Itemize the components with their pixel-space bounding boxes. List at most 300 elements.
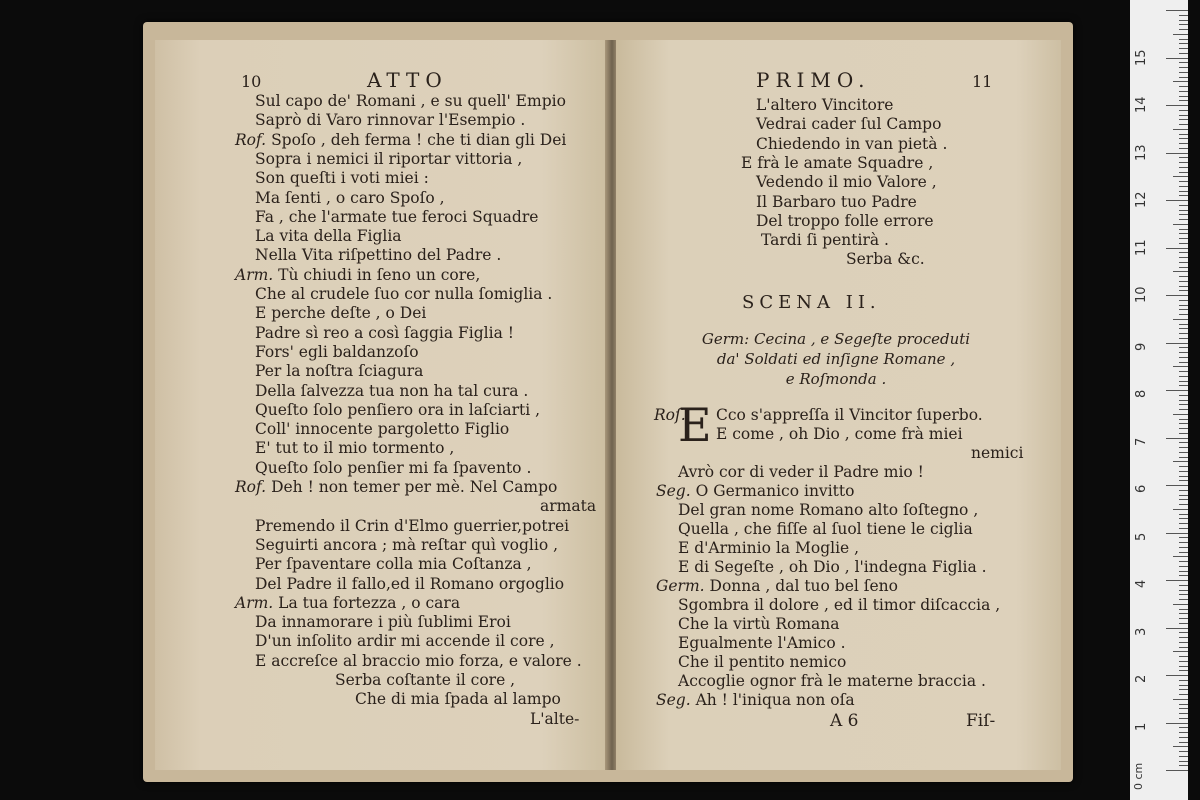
ruler-tick	[1179, 575, 1188, 576]
ruler-tick	[1179, 632, 1188, 633]
ruler-tick	[1179, 585, 1188, 586]
verse-line: Serba &c.	[846, 250, 925, 269]
dialogue-text: Che la virtù Romana	[678, 615, 840, 633]
dialogue-line	[971, 444, 1023, 462]
verse-text: Da innamorare i più ſublimi Eroi	[255, 613, 511, 632]
ruler-tick	[1179, 210, 1188, 211]
ruler-tick	[1179, 385, 1188, 386]
verse-line	[255, 382, 528, 400]
ruler-tick	[1179, 48, 1188, 49]
ruler-tick	[1179, 523, 1188, 524]
verse-text: Padre sì reo a così ſaggia Figlia !	[255, 323, 514, 342]
ruler-tick	[1179, 457, 1188, 458]
dialogue-text: O Germanico invitto	[695, 482, 855, 500]
dialogue-line	[678, 653, 846, 671]
ruler-tick	[1166, 628, 1188, 629]
speaker-label: Rof.	[235, 478, 267, 496]
ruler-tick	[1179, 376, 1188, 377]
verse-line	[255, 536, 558, 554]
dialogue-line	[654, 406, 983, 424]
ruler-number: 8	[1134, 389, 1149, 398]
ruler-tick	[1173, 746, 1188, 747]
ruler-tick	[1179, 276, 1188, 277]
verse-line	[255, 575, 564, 593]
ruler-tick	[1179, 433, 1188, 434]
ruler-tick	[1166, 438, 1188, 439]
dialogue-text: nemici	[971, 444, 1024, 462]
ruler-tick	[1179, 404, 1188, 405]
ruler-tick	[1166, 485, 1188, 486]
speaker-label: Seg.	[656, 691, 691, 709]
ruler-tick	[1179, 205, 1188, 206]
ruler-tick	[1179, 537, 1188, 538]
verse-line	[355, 690, 561, 708]
verse-text: La tua fortezza , o cara	[278, 593, 461, 612]
ruler-tick	[1179, 594, 1188, 595]
ruler-tick	[1179, 53, 1188, 54]
verse-line	[255, 92, 566, 110]
ruler-tick	[1179, 352, 1188, 353]
ruler-tick	[1179, 613, 1188, 614]
verse-text: Seguirti ancora ; mà reſtar quì voglio ,	[255, 535, 559, 554]
ruler-tick	[1179, 157, 1188, 158]
ruler-number: 2	[1134, 674, 1149, 683]
running-head-right: PRIMO.	[756, 68, 871, 92]
speaker-label: Rof.	[235, 130, 267, 149]
verse-line	[255, 652, 582, 670]
ruler-tick	[1173, 651, 1188, 652]
ruler-tick	[1179, 656, 1188, 657]
dialogue-line	[678, 463, 924, 481]
verse-text: L'alte-	[530, 709, 580, 728]
ruler-tick	[1179, 214, 1188, 215]
ruler-tick	[1179, 86, 1188, 87]
ruler-tick	[1179, 371, 1188, 372]
ruler-tick	[1179, 661, 1188, 662]
ruler-tick	[1179, 642, 1188, 643]
ruler-tick	[1179, 286, 1188, 287]
verse-text: La vita della Figlia	[255, 227, 402, 246]
ruler-tick	[1179, 647, 1188, 648]
ruler-tick	[1179, 24, 1188, 25]
ruler-tick	[1179, 756, 1188, 757]
ruler-tick	[1166, 533, 1188, 534]
ruler-tick	[1179, 504, 1188, 505]
ruler-tick	[1179, 400, 1188, 401]
verse-text: Fors' egli baldanzoſo	[255, 342, 419, 361]
ruler-tick	[1179, 737, 1188, 738]
verse-text: Per ſpaventare colla mia Coſtanza ,	[255, 555, 532, 574]
verse-line	[235, 478, 557, 496]
dialogue-line	[678, 634, 846, 652]
dialogue-text: Cco s'appreſſa il Vincitor ſuperbo.	[716, 406, 983, 424]
ruler-tick	[1173, 366, 1188, 367]
ruler-tick	[1179, 314, 1188, 315]
verse-line: Vedrai cader ſul Campo	[756, 115, 942, 134]
ruler-tick	[1179, 552, 1188, 553]
ruler-tick	[1173, 81, 1188, 82]
ruler-tick	[1166, 723, 1188, 724]
ruler-tick	[1179, 229, 1188, 230]
ruler-tick	[1179, 134, 1188, 135]
ruler-tick	[1166, 675, 1188, 676]
verse-line	[255, 555, 532, 573]
ruler-tick	[1179, 518, 1188, 519]
ruler-tick	[1179, 480, 1188, 481]
verse-line: Tardi ſi pentirà .	[761, 231, 889, 250]
speaker-label: Seg.	[656, 482, 691, 500]
ruler-tick	[1179, 761, 1188, 762]
verse-line	[255, 343, 419, 361]
ruler-tick	[1179, 62, 1188, 63]
verse-text: Del Padre il fallo,ed il Romano orgoglio	[255, 574, 565, 593]
ruler-tick	[1173, 699, 1188, 700]
ruler-tick	[1179, 623, 1188, 624]
ruler-tick	[1179, 300, 1188, 301]
measurement-ruler	[1130, 0, 1188, 800]
dialogue-line	[716, 425, 963, 443]
ruler-tick	[1179, 72, 1188, 73]
ruler-number: 3	[1134, 627, 1149, 636]
ruler-number: 15	[1134, 48, 1149, 66]
verse-text: Della ſalvezza tua non ha tal cura .	[255, 381, 529, 400]
verse-line	[335, 671, 515, 689]
dialogue-line	[656, 691, 855, 709]
ruler-number: 7	[1134, 437, 1149, 446]
ruler-tick	[1166, 153, 1188, 154]
page-number-right: 11	[972, 72, 993, 91]
ruler-tick	[1179, 547, 1188, 548]
ruler-tick	[1179, 357, 1188, 358]
verse-text: Coll' innocente pargoletto Figlio	[255, 420, 510, 439]
ruler-tick	[1179, 689, 1188, 690]
dialogue-line	[678, 672, 986, 690]
verse-text: Saprò di Varo rinnovar l'Esempio .	[255, 111, 526, 130]
ruler-tick	[1179, 195, 1188, 196]
ruler-tick	[1179, 514, 1188, 515]
verse-text: Fa , che l'armate tue feroci Squadre	[255, 207, 539, 226]
ruler-tick	[1179, 713, 1188, 714]
ruler-tick	[1179, 347, 1188, 348]
speaker-label: Roſ.	[654, 406, 686, 424]
ruler-tick	[1179, 167, 1188, 168]
ruler-tick	[1179, 115, 1188, 116]
verse-line	[255, 169, 429, 187]
ruler-tick	[1179, 77, 1188, 78]
dialogue-line	[678, 596, 1000, 614]
verse-line	[255, 246, 501, 264]
ruler-tick	[1179, 67, 1188, 68]
verse-line	[255, 459, 531, 477]
ruler-tick	[1173, 224, 1188, 225]
verse-text: Che di mia ſpada al lampo	[355, 690, 561, 709]
ruler-tick	[1179, 91, 1188, 92]
ruler-tick	[1173, 319, 1188, 320]
ruler-tick	[1179, 566, 1188, 567]
dialogue-text: Sgombra il dolore , ed il timor diſcaccia ,	[678, 596, 1001, 614]
left-page	[155, 40, 610, 770]
ruler-tick	[1179, 542, 1188, 543]
dialogue-line	[656, 577, 898, 595]
ruler-tick	[1173, 271, 1188, 272]
ruler-tick	[1179, 238, 1188, 239]
ruler-tick	[1179, 191, 1188, 192]
ruler-tick	[1179, 528, 1188, 529]
verse-line	[235, 131, 566, 149]
ruler-tick	[1179, 219, 1188, 220]
ruler-tick	[1166, 580, 1188, 581]
verse-line	[255, 324, 514, 342]
ruler-tick	[1179, 732, 1188, 733]
signature-mark: A 6	[830, 711, 859, 731]
verse-text: Per la noſtra ſciagura	[255, 362, 424, 381]
ruler-tick	[1179, 694, 1188, 695]
ruler-tick	[1179, 708, 1188, 709]
verse-line: L'altero Vincitore	[756, 96, 894, 114]
ruler-number: 1	[1134, 722, 1149, 731]
ruler-tick	[1179, 704, 1188, 705]
verse-line: Il Barbaro tuo Padre	[756, 192, 917, 211]
ruler-tick	[1179, 409, 1188, 410]
dialogue-text: Accoglie ognor frà le materne braccia .	[678, 672, 986, 690]
ruler-tick	[1179, 571, 1188, 572]
ruler-tick	[1179, 110, 1188, 111]
ruler-tick	[1179, 609, 1188, 610]
ruler-tick	[1179, 452, 1188, 453]
ruler-tick	[1173, 34, 1188, 35]
ruler-tick	[1179, 618, 1188, 619]
page-number-left: 10	[241, 72, 262, 91]
right-page	[616, 40, 1061, 770]
ruler-number: 11	[1134, 238, 1149, 256]
ruler-tick	[1179, 333, 1188, 334]
ruler-tick	[1179, 148, 1188, 149]
ruler-tick	[1179, 267, 1188, 268]
verse-line	[255, 150, 522, 168]
ruler-number: 10	[1134, 286, 1149, 303]
verse-text: Sul capo de' Romani , e su quell' Empio	[255, 92, 566, 110]
ruler-tick	[1179, 257, 1188, 258]
ruler-tick	[1179, 186, 1188, 187]
ruler-tick	[1179, 490, 1188, 491]
verse-text: E perche deſte , o Dei	[255, 304, 427, 323]
ruler-tick	[1179, 599, 1188, 600]
verse-text: E accreſce al braccio mio forza, e valore .	[255, 651, 582, 670]
verse-text: Tù chiudi in ſeno un core,	[278, 265, 481, 284]
ruler-tick	[1173, 414, 1188, 415]
verse-line	[540, 497, 596, 515]
ruler-tick	[1179, 172, 1188, 173]
ruler-tick	[1179, 309, 1188, 310]
ruler-tick	[1166, 295, 1188, 296]
ruler-tick	[1179, 590, 1188, 591]
ruler-tick	[1179, 162, 1188, 163]
verse-line	[235, 594, 460, 612]
ruler-tick	[1179, 324, 1188, 325]
verse-line: Del troppo folle errore	[756, 211, 934, 230]
ruler-number: 9	[1134, 342, 1149, 351]
verse-text: Serba coſtante il core ,	[335, 671, 516, 689]
ruler-tick	[1179, 290, 1188, 291]
ruler-tick	[1179, 43, 1188, 44]
verse-line	[255, 632, 555, 650]
verse-line	[235, 266, 480, 284]
verse-line: E frà le amate Squadre ,	[741, 153, 934, 172]
dialogue-line	[678, 558, 987, 576]
verse-line	[255, 362, 423, 380]
ruler-number: 4	[1134, 579, 1149, 588]
verse-line: Chiedendo in van pietà .	[756, 134, 948, 153]
verse-text: D'un inſolito ardir mi accende il core ,	[255, 632, 555, 651]
ruler-tick	[1173, 556, 1188, 557]
verse-text: Deh ! non temer per mè. Nel Campo	[271, 478, 558, 496]
ruler-number: 13	[1134, 143, 1149, 161]
ruler-tick	[1179, 39, 1188, 40]
scene-title: SCENA II.	[742, 292, 881, 313]
ruler-tick	[1179, 362, 1188, 363]
ruler-tick	[1179, 233, 1188, 234]
ruler-tick	[1179, 281, 1188, 282]
verse-line	[255, 111, 525, 129]
ruler-tick	[1179, 727, 1188, 728]
verse-line	[255, 439, 454, 457]
verse-line	[255, 420, 509, 438]
ruler-tick	[1166, 58, 1188, 59]
ruler-number: 12	[1134, 191, 1149, 208]
ruler-tick	[1179, 143, 1188, 144]
verse-line	[255, 285, 552, 303]
ruler-unit: 0 cm	[1132, 762, 1145, 790]
verse-text: armata	[540, 497, 597, 516]
speaker-label: Arm.	[235, 265, 274, 284]
verse-line	[255, 401, 540, 419]
ruler-tick	[1179, 100, 1188, 101]
ruler-tick	[1179, 476, 1188, 477]
verse-line	[255, 208, 538, 226]
ruler-number: 6	[1134, 484, 1149, 493]
ruler-tick	[1179, 328, 1188, 329]
ruler-tick	[1166, 10, 1188, 11]
catchword: Fiſ-	[966, 711, 996, 731]
stage-direction-line: e Roſmonda .	[785, 370, 887, 388]
dialogue-text: Ah ! l'iniqua non oſa	[695, 691, 855, 709]
ruler-tick	[1179, 471, 1188, 472]
dialogue-text: E di Segeſte , oh Dio , l'indegna Figlia .	[678, 558, 987, 576]
dialogue-text: Egualmente l'Amico .	[678, 634, 846, 652]
ruler-tick	[1179, 428, 1188, 429]
ruler-tick	[1179, 181, 1188, 182]
ruler-tick	[1179, 718, 1188, 719]
ruler-tick	[1179, 96, 1188, 97]
dialogue-line	[678, 615, 840, 633]
ruler-tick	[1179, 20, 1188, 21]
verse-text: E' tut to il mio tormento ,	[255, 439, 455, 458]
verse-text: Queſto ſolo penſier mi fa ſpavento .	[255, 458, 532, 477]
dialogue-line	[678, 539, 859, 557]
verse-text: Ma ſenti , o caro Spoſo ,	[255, 188, 445, 207]
verse-text: Spoſo , deh ferma ! che ti dian gli Dei	[271, 130, 567, 149]
dialogue-line	[678, 501, 978, 519]
ruler-tick	[1179, 338, 1188, 339]
open-book	[143, 22, 1073, 782]
ruler-tick	[1173, 176, 1188, 177]
verse-text: Che al crudele ſuo cor nulla ſomiglia .	[255, 285, 553, 303]
ruler-tick	[1166, 390, 1188, 391]
verse-line	[255, 189, 445, 207]
stage-direction-line: da' Soldati ed inſigne Romane ,	[716, 350, 956, 368]
ruler-tick	[1179, 742, 1188, 743]
ruler-tick	[1179, 685, 1188, 686]
ruler-tick	[1179, 124, 1188, 125]
ruler-tick	[1179, 252, 1188, 253]
ruler-tick	[1166, 770, 1188, 771]
verse-text: Nella Vita riſpettino del Padre .	[255, 246, 502, 265]
ruler-tick	[1179, 262, 1188, 263]
verse-line: Vedendo il mio Valore ,	[756, 173, 937, 192]
ruler-tick	[1179, 395, 1188, 396]
ruler-number: 14	[1134, 96, 1149, 113]
drop-cap: E	[678, 398, 712, 452]
ruler-tick	[1179, 423, 1188, 424]
ruler-tick	[1179, 442, 1188, 443]
verse-text: Son queſti i voti miei :	[255, 169, 429, 188]
speaker-label: Germ.	[656, 577, 705, 595]
ruler-tick	[1179, 447, 1188, 448]
ruler-tick	[1179, 680, 1188, 681]
ruler-tick	[1173, 461, 1188, 462]
stage-direction-line: Germ: Cecina , e Segeſte proceduti	[701, 330, 971, 348]
verse-line	[255, 304, 426, 322]
ruler-tick	[1179, 751, 1188, 752]
ruler-tick	[1179, 666, 1188, 667]
ruler-tick	[1179, 495, 1188, 496]
ruler-tick	[1179, 243, 1188, 244]
dialogue-line	[678, 520, 973, 538]
ruler-tick	[1179, 119, 1188, 120]
ruler-tick	[1179, 419, 1188, 420]
verse-line	[255, 227, 402, 245]
verse-line	[255, 613, 511, 631]
ruler-tick	[1179, 15, 1188, 16]
ruler-tick	[1166, 105, 1188, 106]
ruler-tick	[1179, 305, 1188, 306]
ruler-tick	[1173, 129, 1188, 130]
dialogue-text: E d'Arminio la Moglie ,	[678, 539, 860, 557]
verse-line	[530, 710, 579, 728]
ruler-tick	[1173, 604, 1188, 605]
verse-text: Premendo il Crin d'Elmo guerrier,potrei	[255, 516, 570, 535]
dialogue-text: Donna , dal tuo bel ſeno	[709, 577, 898, 595]
ruler-tick	[1179, 466, 1188, 467]
verse-text: Sopra i nemici il riportar vittoria ,	[255, 149, 523, 168]
ruler-tick	[1166, 343, 1188, 344]
ruler-tick	[1179, 29, 1188, 30]
ruler-tick	[1179, 670, 1188, 671]
ruler-tick	[1173, 509, 1188, 510]
speaker-label: Arm.	[235, 593, 274, 612]
dialogue-text: Del gran nome Romano alto ſoſtegno ,	[678, 501, 979, 519]
dialogue-text: Quella , che fiſſe al ſuol tiene le ciglia	[678, 520, 973, 538]
ruler-tick	[1179, 381, 1188, 382]
dialogue-text: Avrò cor di veder il Padre mio !	[678, 463, 924, 481]
ruler-tick	[1179, 499, 1188, 500]
ruler-tick	[1166, 200, 1188, 201]
verse-line	[255, 517, 569, 535]
ruler-number: 5	[1134, 532, 1149, 541]
verse-text: Queſto ſolo penſiero ora in laſciarti ,	[255, 400, 541, 419]
ruler-tick	[1179, 561, 1188, 562]
ruler-tick	[1179, 637, 1188, 638]
